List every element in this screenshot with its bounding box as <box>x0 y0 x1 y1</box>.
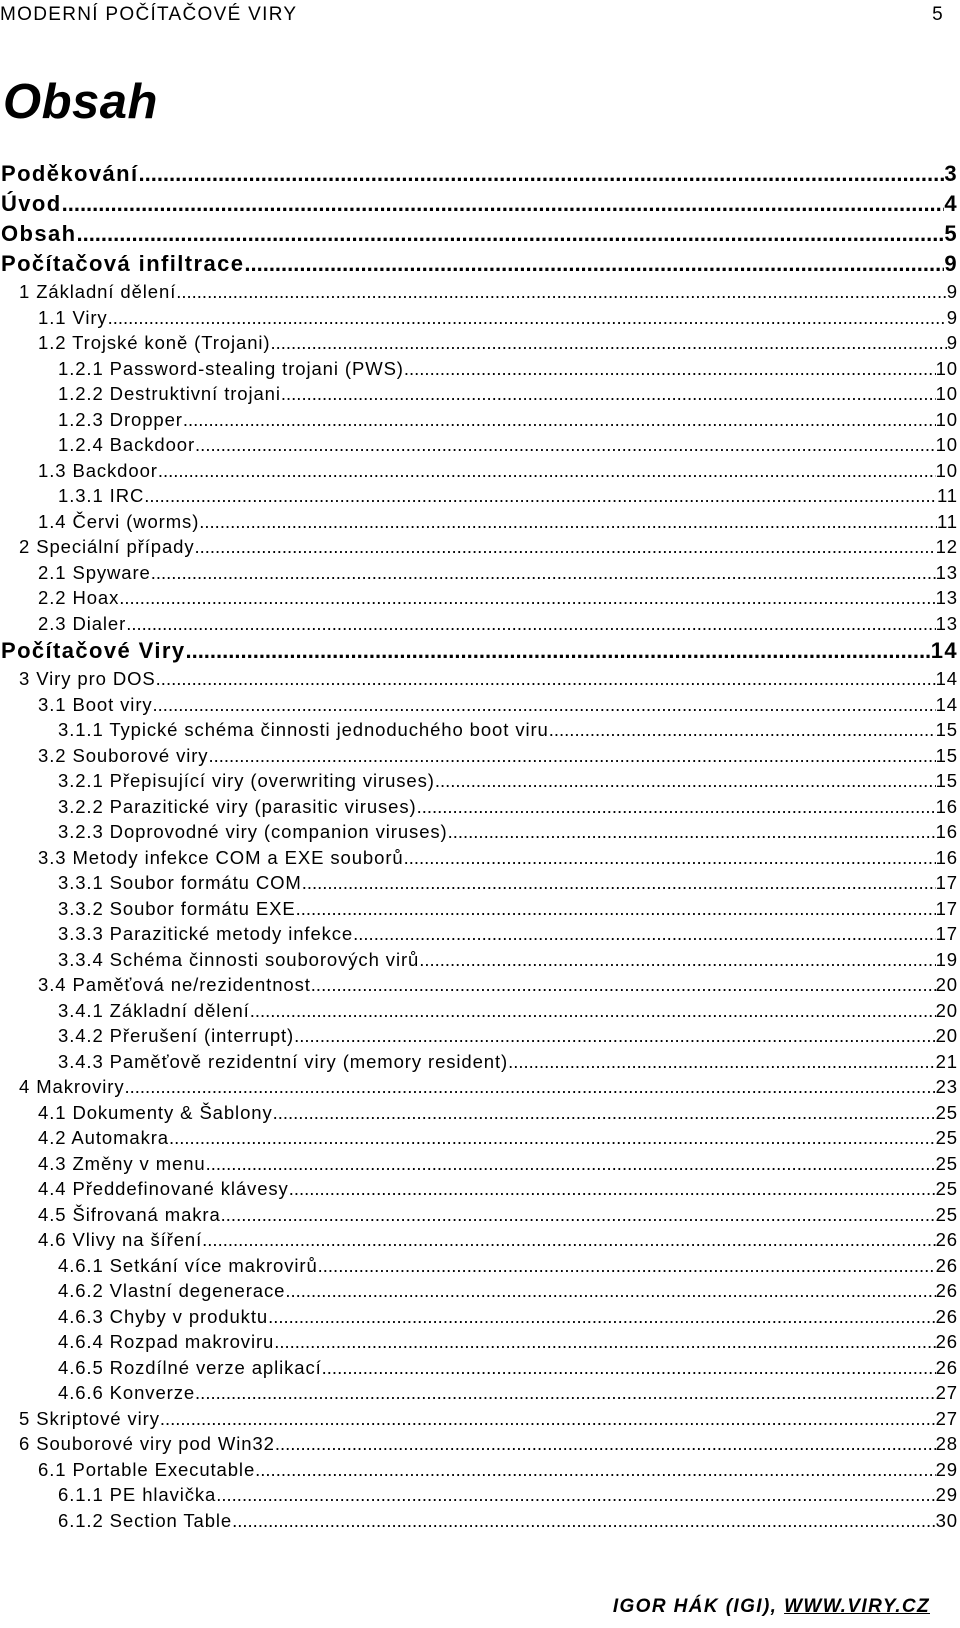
toc-entry-title: 2.1 Spyware <box>38 561 151 583</box>
toc-entry-title: 4.6.3 Chyby v produktu <box>58 1305 269 1327</box>
dot-leader <box>125 1074 936 1100</box>
toc-entry[interactable] <box>0 768 958 794</box>
toc-entry[interactable] <box>0 1202 958 1228</box>
footer-author: IGOR HÁK (IGI), <box>612 1596 778 1617</box>
running-header <box>0 2 944 28</box>
dot-leader <box>268 1304 936 1330</box>
toc-entry-title: 3.2.2 Parazitické viry (parasitic viruses) <box>58 795 417 817</box>
toc-entry-page: 13 <box>935 612 958 634</box>
toc-entry[interactable] <box>0 998 958 1024</box>
toc-entry-page: 15 <box>935 770 958 791</box>
toc-entry-page: 29 <box>935 1458 958 1480</box>
toc-entry[interactable] <box>0 159 958 189</box>
toc-entry-title: 1.2.2 Destruktivní trojani <box>58 383 281 404</box>
dot-leader <box>255 1457 935 1483</box>
dot-leader <box>108 305 947 331</box>
toc-entry[interactable] <box>0 219 958 249</box>
page-footer <box>613 1596 930 1618</box>
toc-entry-title: 1.2.1 Password-stealing trojani (PWS) <box>58 357 404 379</box>
dot-leader <box>156 666 936 692</box>
toc-entry-page: 26 <box>935 1229 958 1250</box>
toc-entry-title: 3.4.2 Přerušení (interrupt) <box>58 1025 295 1046</box>
toc-entry-title: 4.3 Změny v menu <box>38 1152 206 1174</box>
toc-entry[interactable] <box>0 611 958 637</box>
toc-entry-page: 3 <box>944 161 958 186</box>
dot-leader <box>302 870 936 896</box>
toc-entry[interactable] <box>0 330 958 356</box>
toc-entry-page: 13 <box>935 561 958 583</box>
toc-entry-page: 11 <box>936 485 958 506</box>
toc-entry[interactable] <box>0 692 958 718</box>
toc-entry-page: 10 <box>935 408 958 430</box>
toc-entry-title: 6 Souborové viry pod Win32 <box>19 1433 275 1454</box>
dot-leader <box>311 972 936 998</box>
toc-entry-page: 10 <box>935 459 958 481</box>
toc-entry-title: 6.1.2 Section Table <box>58 1509 233 1531</box>
toc-entry-title: 3.2.3 Doprovodné viry (companion viruses) <box>58 821 448 842</box>
toc-entry-page: 25 <box>935 1152 958 1174</box>
toc-entry-title: 6.1.1 PE hlavička <box>58 1484 217 1505</box>
toc-entry[interactable] <box>0 1355 958 1381</box>
toc-entry-page: 25 <box>935 1127 958 1148</box>
toc-entry-page: 9 <box>946 281 958 302</box>
toc-entry-page: 20 <box>935 1025 958 1046</box>
toc-entry-page: 17 <box>935 923 958 944</box>
dot-leader <box>183 407 936 433</box>
toc-entry[interactable] <box>0 356 958 382</box>
toc-entry[interactable] <box>0 1380 958 1406</box>
toc-entry[interactable] <box>0 1100 958 1126</box>
toc-entry-page: 26 <box>935 1280 958 1301</box>
dot-leader <box>221 1202 936 1228</box>
toc-entry[interactable] <box>0 896 958 922</box>
dot-leader <box>318 1253 936 1279</box>
toc-entry-title: 3.3 Metody infekce COM a EXE souborů <box>38 846 404 868</box>
toc-entry-title: 1.2 Trojské koně (Trojani) <box>38 332 271 353</box>
dot-leader <box>274 1329 935 1355</box>
dot-leader <box>76 219 944 249</box>
toc-entry-page: 29 <box>935 1484 958 1505</box>
toc-entry[interactable] <box>0 972 958 998</box>
toc-entry-title: 2.3 Dialer <box>38 612 127 634</box>
toc-entry-title: 2.2 Hoax <box>38 587 120 608</box>
toc-entry[interactable] <box>0 509 958 535</box>
toc-entry[interactable] <box>0 1074 958 1100</box>
toc-entry-title: 1.2.3 Dropper <box>58 408 183 430</box>
toc-entry-page: 26 <box>935 1356 958 1378</box>
dot-leader <box>281 381 936 407</box>
toc-entry[interactable] <box>0 1406 958 1432</box>
toc-entry-title: Počítačové Viry <box>1 638 186 663</box>
dot-leader <box>448 819 936 845</box>
toc-entry-title: 3.4 Paměťová ne/rezidentnost <box>38 974 311 995</box>
dot-leader <box>270 330 946 356</box>
toc-entry[interactable] <box>0 1023 958 1049</box>
dot-leader <box>232 1508 935 1534</box>
dot-leader <box>404 356 936 382</box>
toc-entry-page: 19 <box>935 948 958 970</box>
toc-entry[interactable] <box>0 585 958 611</box>
toc-entry-page: 23 <box>935 1076 958 1097</box>
toc-entry-title: 4.5 Šifrovaná makra <box>38 1203 221 1225</box>
dot-leader <box>119 585 935 611</box>
table-of-contents <box>0 159 960 1533</box>
dot-leader <box>195 432 936 458</box>
toc-entry-page: 27 <box>935 1382 958 1403</box>
toc-entry-page: 20 <box>935 999 958 1021</box>
toc-entry-title: 3 Viry pro DOS <box>19 668 156 689</box>
toc-entry-title: 2 Speciální případy <box>19 536 195 557</box>
book-title: MODERNÍ POČÍTAČOVÉ VIRY <box>0 4 298 25</box>
toc-entry[interactable] <box>0 1329 958 1355</box>
toc-entry-title: 3.3.1 Soubor formátu COM <box>58 872 302 893</box>
toc-entry-title: 1 Základní dělení <box>19 281 177 302</box>
toc-entry-page: 27 <box>935 1407 958 1429</box>
toc-entry[interactable] <box>0 1227 958 1253</box>
toc-entry-page: 10 <box>935 434 958 455</box>
toc-entry[interactable] <box>0 1049 958 1075</box>
toc-entry-page: 9 <box>944 251 958 276</box>
toc-entry-page: 4 <box>944 191 958 216</box>
toc-entry-title: 6.1 Portable Executable <box>38 1458 256 1480</box>
toc-entry-page: 12 <box>935 536 958 557</box>
toc-entry-title: 4.6.5 Rozdílné verze aplikací <box>58 1356 322 1378</box>
toc-entry-title: Obsah <box>1 221 77 246</box>
toc-entry-page: 14 <box>935 668 958 689</box>
toc-entry-page: 26 <box>935 1331 958 1352</box>
toc-entry-page: 14 <box>935 693 958 715</box>
toc-entry-page: 9 <box>946 332 958 353</box>
dot-leader <box>275 1431 936 1457</box>
toc-entry-title: 4.1 Dokumenty & Šablony <box>38 1101 273 1123</box>
dot-leader <box>435 768 936 794</box>
dot-leader <box>296 896 936 922</box>
toc-entry[interactable] <box>0 305 958 331</box>
toc-entry-page: 15 <box>935 719 958 740</box>
dot-leader <box>160 1406 936 1432</box>
dot-leader <box>199 509 937 535</box>
dot-leader <box>195 1380 936 1406</box>
toc-entry-title: 3.2 Souborové viry <box>38 744 209 766</box>
toc-entry-title: 3.3.4 Schéma činnosti souborových virů <box>58 948 420 970</box>
toc-entry[interactable] <box>0 1508 958 1534</box>
toc-entry-page: 13 <box>935 587 958 608</box>
dot-leader <box>322 1355 936 1381</box>
dot-leader <box>194 534 935 560</box>
toc-entry-title: 4.2 Automakra <box>38 1127 169 1148</box>
dot-leader <box>273 1100 936 1126</box>
toc-entry[interactable] <box>0 1431 958 1457</box>
toc-entry-title: 4.6.2 Vlastní degenerace <box>58 1280 286 1301</box>
toc-entry-page: 11 <box>936 510 958 532</box>
dot-leader <box>244 249 944 279</box>
toc-entry[interactable] <box>0 432 958 458</box>
toc-entry[interactable] <box>0 1125 958 1151</box>
toc-entry-title: 3.4.1 Základní dělení <box>58 999 250 1021</box>
dot-leader <box>208 743 935 769</box>
toc-entry-title: 1.2.4 Backdoor <box>58 434 196 455</box>
toc-entry-page: 5 <box>944 221 958 246</box>
toc-entry-title: 3.3.3 Parazitické metody infekce <box>58 923 354 944</box>
footer-url-link[interactable]: WWW.VIRY.CZ <box>784 1596 930 1617</box>
dot-leader <box>549 717 936 743</box>
dot-leader <box>144 483 937 509</box>
toc-entry[interactable] <box>0 279 958 305</box>
toc-entry[interactable] <box>0 1176 958 1202</box>
toc-entry-title: 4.6.6 Konverze <box>58 1382 196 1403</box>
toc-entry-page: 25 <box>935 1178 958 1199</box>
toc-entry-page: 20 <box>935 974 958 995</box>
toc-entry-title: 3.3.2 Soubor formátu EXE <box>58 897 296 919</box>
toc-entry[interactable] <box>0 483 958 509</box>
toc-entry-title: Poděkování <box>1 161 139 186</box>
toc-entry-page: 14 <box>930 638 958 663</box>
toc-entry-title: 1.3 Backdoor <box>38 459 158 481</box>
dot-leader <box>508 1049 936 1075</box>
toc-entry-page: 21 <box>935 1050 958 1072</box>
dot-leader <box>158 458 936 484</box>
toc-entry[interactable] <box>0 717 958 743</box>
dot-leader <box>289 1176 936 1202</box>
toc-entry[interactable] <box>0 1304 958 1330</box>
dot-leader <box>153 692 936 718</box>
toc-entry[interactable] <box>0 560 958 586</box>
toc-entry-title: 3.1.1 Typické schéma činnosti jednoduchého boot viru <box>58 719 549 740</box>
dot-leader <box>151 560 936 586</box>
toc-entry-page: 16 <box>935 821 958 842</box>
toc-entry-title: 3.2.1 Přepisující viry (overwriting viruses) <box>58 770 435 791</box>
dot-leader <box>169 1125 936 1151</box>
toc-entry-title: 1.1 Viry <box>38 306 108 328</box>
toc-entry-page: 10 <box>935 383 958 404</box>
toc-entry[interactable] <box>0 1482 958 1508</box>
toc-entry-title: 1.3.1 IRC <box>58 485 145 506</box>
toc-entry-page: 9 <box>946 306 958 328</box>
toc-entry-title: 3.4.3 Paměťově rezidentní viry (memory resident) <box>58 1050 509 1072</box>
dot-leader <box>206 1151 936 1177</box>
dot-leader <box>62 189 945 219</box>
toc-entry-page: 25 <box>935 1101 958 1123</box>
toc-entry[interactable] <box>0 921 958 947</box>
toc-entry-title: 5 Skriptové viry <box>19 1407 160 1429</box>
toc-entry-page: 26 <box>935 1305 958 1327</box>
dot-leader <box>285 1278 935 1304</box>
toc-entry[interactable] <box>0 666 958 692</box>
toc-entry[interactable] <box>0 534 958 560</box>
toc-entry[interactable] <box>0 1457 958 1483</box>
toc-entry-page: 28 <box>935 1433 958 1454</box>
toc-entry-title: 4 Makroviry <box>19 1076 125 1097</box>
dot-leader <box>294 1023 935 1049</box>
toc-entry-page: 30 <box>935 1509 958 1531</box>
toc-entry[interactable] <box>0 819 958 845</box>
toc-entry[interactable] <box>0 1278 958 1304</box>
toc-entry[interactable] <box>0 743 958 769</box>
toc-entry-page: 25 <box>935 1203 958 1225</box>
toc-entry-title: 4.6.4 Rozpad makroviru <box>58 1331 275 1352</box>
dot-leader <box>250 998 936 1024</box>
dot-leader <box>216 1482 935 1508</box>
toc-entry-page: 17 <box>935 872 958 893</box>
toc-entry[interactable] <box>0 381 958 407</box>
toc-entry-page: 16 <box>935 795 958 817</box>
dot-leader <box>417 794 936 820</box>
toc-entry[interactable] <box>0 249 958 279</box>
toc-entry-title: 4.4 Předdefinované klávesy <box>38 1178 289 1199</box>
toc-entry-page: 10 <box>935 357 958 379</box>
toc-entry[interactable] <box>0 794 958 820</box>
toc-entry[interactable] <box>0 947 958 973</box>
dot-leader <box>185 636 930 666</box>
dot-leader <box>176 279 947 305</box>
toc-entry[interactable] <box>0 870 958 896</box>
toc-entry-title: 1.4 Červi (worms) <box>38 510 200 532</box>
dot-leader <box>126 611 935 637</box>
toc-entry-page: 26 <box>935 1254 958 1276</box>
dot-leader <box>419 947 935 973</box>
toc-entry-page: 15 <box>935 744 958 766</box>
dot-leader <box>202 1227 935 1253</box>
toc-entry[interactable] <box>0 458 958 484</box>
dot-leader <box>404 845 936 871</box>
dot-leader <box>353 921 935 947</box>
toc-entry-title: 4.6.1 Setkání více makrovirů <box>58 1254 318 1276</box>
toc-entry-title: 4.6 Vlivy na šíření <box>38 1229 203 1250</box>
toc-entry-page: 17 <box>935 897 958 919</box>
page-title: Obsah <box>3 75 158 129</box>
dot-leader <box>138 159 944 189</box>
toc-entry[interactable] <box>0 1151 958 1177</box>
page-number: 5 <box>932 4 944 25</box>
toc-entry-title: 3.1 Boot viry <box>38 693 153 715</box>
toc-entry-title: Úvod <box>1 191 62 216</box>
toc-entry[interactable] <box>0 845 958 871</box>
toc-entry-title: Počítačová infiltrace <box>1 251 245 276</box>
toc-entry-page: 16 <box>935 846 958 868</box>
toc-entry[interactable] <box>0 636 958 666</box>
toc-entry[interactable] <box>0 1253 958 1279</box>
toc-entry[interactable] <box>0 189 958 219</box>
toc-entry[interactable] <box>0 407 958 433</box>
